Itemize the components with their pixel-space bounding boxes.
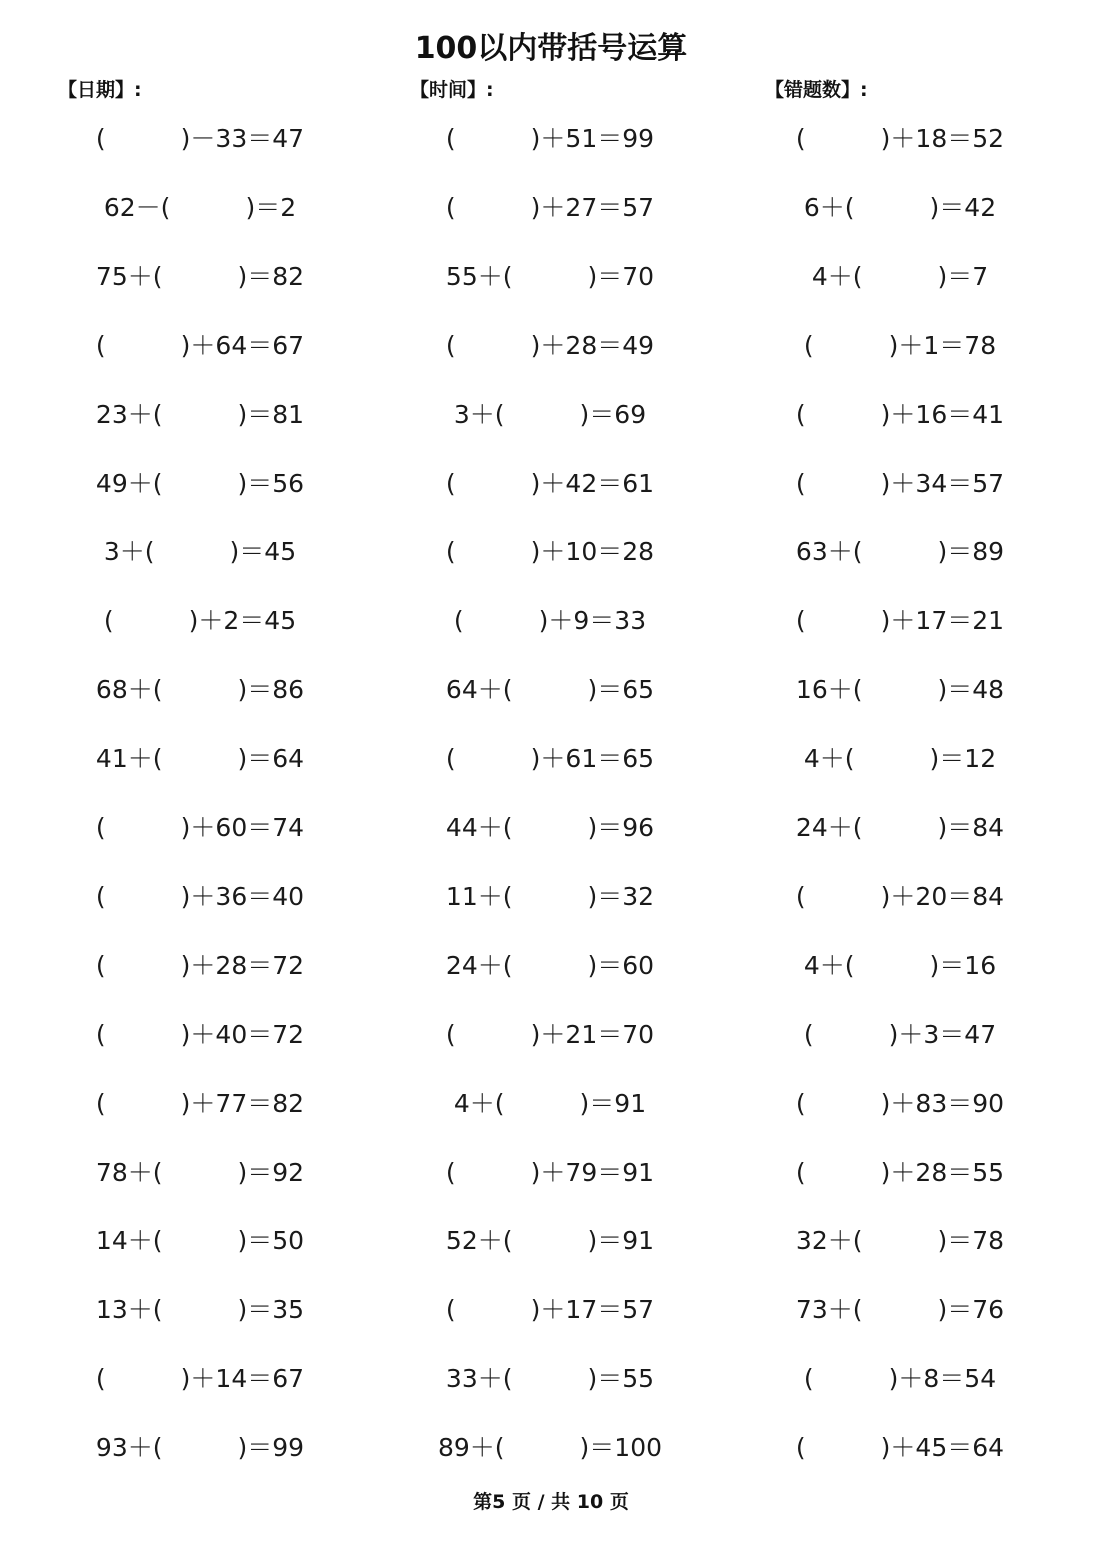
problem-column-1 bbox=[20, 105, 380, 1480]
problem-item: 89＋( )＝100 bbox=[437, 1433, 663, 1463]
problem-item: 78＋( )＝92 bbox=[95, 1157, 305, 1187]
problem-item: 16＋( )＝48 bbox=[795, 675, 1005, 705]
problem-item: 63＋( )＝89 bbox=[795, 537, 1005, 567]
problem-item: ( )＋20＝84 bbox=[795, 881, 1005, 911]
problem-item: 41＋( )＝64 bbox=[95, 744, 305, 774]
problem-item: 14＋( )＝50 bbox=[95, 1226, 305, 1256]
problem-item: 4＋( )＝7 bbox=[811, 261, 989, 291]
problem-item: ( )＋10＝28 bbox=[445, 537, 655, 567]
problem-item: ( )＋36＝40 bbox=[95, 881, 305, 911]
problem-item: ( )＋64＝67 bbox=[95, 330, 305, 360]
problem-item: 52＋( )＝91 bbox=[445, 1226, 655, 1256]
problem-item: ( )＋9＝33 bbox=[453, 606, 647, 636]
problem-item: 62－( )＝2 bbox=[103, 192, 297, 222]
problem-item: 75＋( )＝82 bbox=[95, 261, 305, 291]
problem-item: ( )＋1＝78 bbox=[803, 330, 997, 360]
time-label: 【时间】: bbox=[410, 79, 494, 101]
problem-item: 3＋( )＝69 bbox=[453, 399, 647, 429]
problem-item: ( )＋18＝52 bbox=[795, 124, 1005, 153]
problem-item: ( )＋2＝45 bbox=[103, 606, 297, 636]
problem-item: 44＋( )＝96 bbox=[445, 813, 655, 842]
date-label: 【日期】: bbox=[58, 79, 142, 101]
problem-item: ( )＋14＝67 bbox=[95, 1364, 305, 1394]
problem-column-3 bbox=[720, 105, 1080, 1480]
problem-item: 55＋( )＝70 bbox=[445, 261, 655, 291]
problem-item: ( )＋34＝57 bbox=[795, 468, 1005, 498]
problem-item: ( )＋16＝41 bbox=[795, 399, 1005, 429]
problem-item: 4＋( )＝12 bbox=[803, 744, 997, 774]
problem-item: ( )＋83＝90 bbox=[795, 1088, 1005, 1118]
problem-item: 68＋( )＝86 bbox=[95, 675, 305, 705]
problem-item: 6＋( )＝42 bbox=[803, 192, 997, 222]
problem-item: ( )＋3＝47 bbox=[803, 1019, 997, 1049]
problem-item: 24＋( )＝84 bbox=[795, 813, 1005, 842]
problem-item: ( )＋45＝64 bbox=[795, 1433, 1005, 1463]
problem-item: 13＋( )＝35 bbox=[95, 1295, 305, 1325]
page-footer: 第5 页 / 共 10 页 bbox=[473, 1491, 629, 1513]
problem-item: ( )－33＝47 bbox=[95, 124, 305, 153]
problem-item: ( )＋79＝91 bbox=[445, 1157, 655, 1187]
problem-item: ( )＋28＝72 bbox=[95, 950, 305, 980]
problem-item: 4＋( )＝16 bbox=[803, 950, 997, 980]
problem-item: ( )＋42＝61 bbox=[445, 468, 655, 498]
problem-item: ( )＋17＝57 bbox=[445, 1295, 655, 1325]
problem-item: 4＋( )＝91 bbox=[453, 1088, 647, 1118]
problem-item: ( )＋28＝49 bbox=[445, 330, 655, 360]
problem-item: 24＋( )＝60 bbox=[445, 950, 655, 980]
page-title: 100以内带括号运算 bbox=[414, 31, 688, 66]
problem-item: 11＋( )＝32 bbox=[445, 881, 655, 911]
wrong-count-label: 【错题数】: bbox=[765, 79, 868, 101]
problem-item: ( )＋40＝72 bbox=[95, 1019, 305, 1049]
problem-item: 93＋( )＝99 bbox=[95, 1433, 305, 1463]
problem-item: 49＋( )＝56 bbox=[95, 468, 305, 498]
problem-item: ( )＋21＝70 bbox=[445, 1019, 655, 1049]
problem-item: 23＋( )＝81 bbox=[95, 399, 305, 429]
problem-item: 32＋( )＝78 bbox=[795, 1226, 1005, 1256]
problem-item: 3＋( )＝45 bbox=[103, 537, 297, 567]
problem-item: ( )＋60＝74 bbox=[95, 813, 305, 842]
problem-item: 64＋( )＝65 bbox=[445, 675, 655, 705]
problem-item: ( )＋51＝99 bbox=[445, 124, 655, 153]
problem-item: ( )＋28＝55 bbox=[795, 1157, 1005, 1187]
problem-columns bbox=[0, 105, 1102, 1480]
problem-item: 73＋( )＝76 bbox=[795, 1295, 1005, 1325]
problem-column-2 bbox=[370, 105, 730, 1480]
problem-item: ( )＋61＝65 bbox=[445, 744, 655, 774]
problem-item: ( )＋17＝21 bbox=[795, 606, 1005, 636]
problem-item: ( )＋27＝57 bbox=[445, 192, 655, 222]
problem-item: ( )＋8＝54 bbox=[803, 1364, 997, 1394]
problem-item: 33＋( )＝55 bbox=[445, 1364, 655, 1394]
problem-item: ( )＋77＝82 bbox=[95, 1088, 305, 1118]
